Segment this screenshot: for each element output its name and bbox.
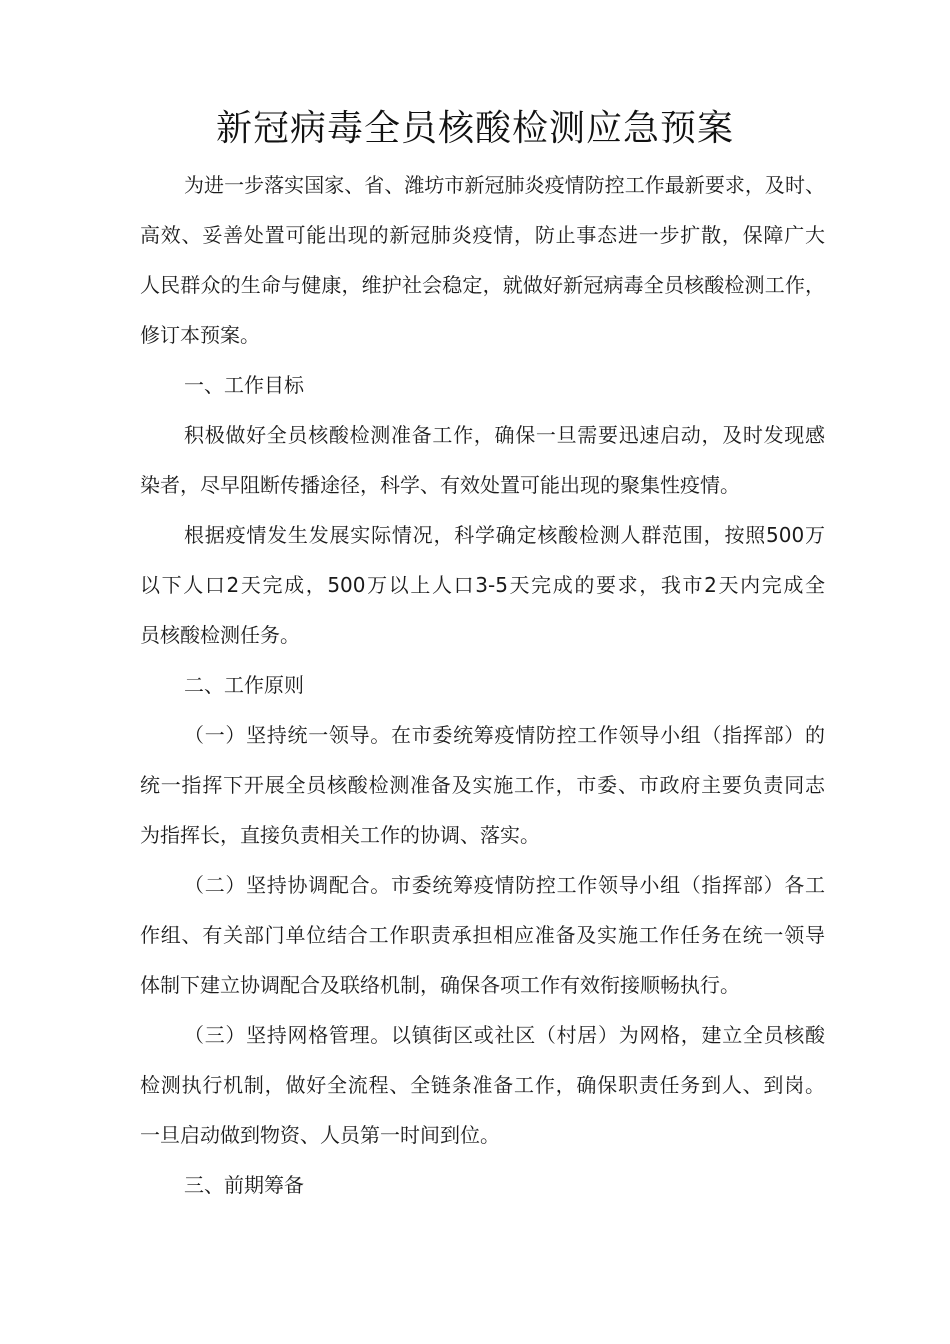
- text-line: 染者，尽早阻断传播途径，科学、有效处置可能出现的聚集性疫情。: [140, 473, 740, 497]
- text-line: 统一指挥下开展全员核酸检测准备及实施工作，市委、市政府主要负责同志: [140, 773, 825, 797]
- section-heading: 三、前期筹备: [184, 1173, 304, 1197]
- section-heading: 一、工作目标: [184, 373, 304, 397]
- text-line: （一）坚持统一领导。在市委统筹疫情防控工作领导小组（指挥部）的: [184, 723, 825, 747]
- text-line: 积极做好全员核酸检测准备工作，确保一旦需要迅速启动，及时发现感: [184, 423, 825, 447]
- text-line: 人民群众的生命与健康，维护社会稳定，就做好新冠病毒全员核酸检测工作，: [140, 273, 825, 297]
- section-heading: 二、工作原则: [184, 673, 304, 697]
- text-line: 作组、有关部门单位结合工作职责承担相应准备及实施工作任务在统一领导: [140, 923, 825, 947]
- text-line: （二）坚持协调配合。市委统筹疫情防控工作领导小组（指挥部）各工: [184, 873, 825, 897]
- text-line: 检测执行机制，做好全流程、全链条准备工作，确保职责任务到人、到岗。: [140, 1073, 825, 1097]
- text-line: （三）坚持网格管理。以镇街区或社区（村居）为网格，建立全员核酸: [184, 1023, 825, 1047]
- text-line: 以下人口2天完成，500万以上人口3-5天完成的要求，我市2天内完成全: [140, 573, 825, 597]
- document-title: 新冠病毒全员核酸检测应急预案: [215, 108, 734, 149]
- text-line: 修订本预案。: [140, 323, 260, 347]
- document-body: [140, 160, 825, 1210]
- text-line: 根据疫情发生发展实际情况，科学确定核酸检测人群范围，按照500万: [184, 523, 825, 547]
- text-line: 一旦启动做到物资、人员第一时间到位。: [140, 1123, 500, 1147]
- text-line: 高效、妥善处置可能出现的新冠肺炎疫情，防止事态进一步扩散，保障广大: [140, 223, 825, 247]
- text-line: 为指挥长，直接负责相关工作的协调、落实。: [140, 823, 540, 847]
- text-line: 员核酸检测任务。: [140, 623, 300, 647]
- text-line: 为进一步落实国家、省、潍坊市新冠肺炎疫情防控工作最新要求，及时、: [184, 173, 825, 197]
- text-line: 体制下建立协调配合及联络机制，确保各项工作有效衔接顺畅执行。: [140, 973, 740, 997]
